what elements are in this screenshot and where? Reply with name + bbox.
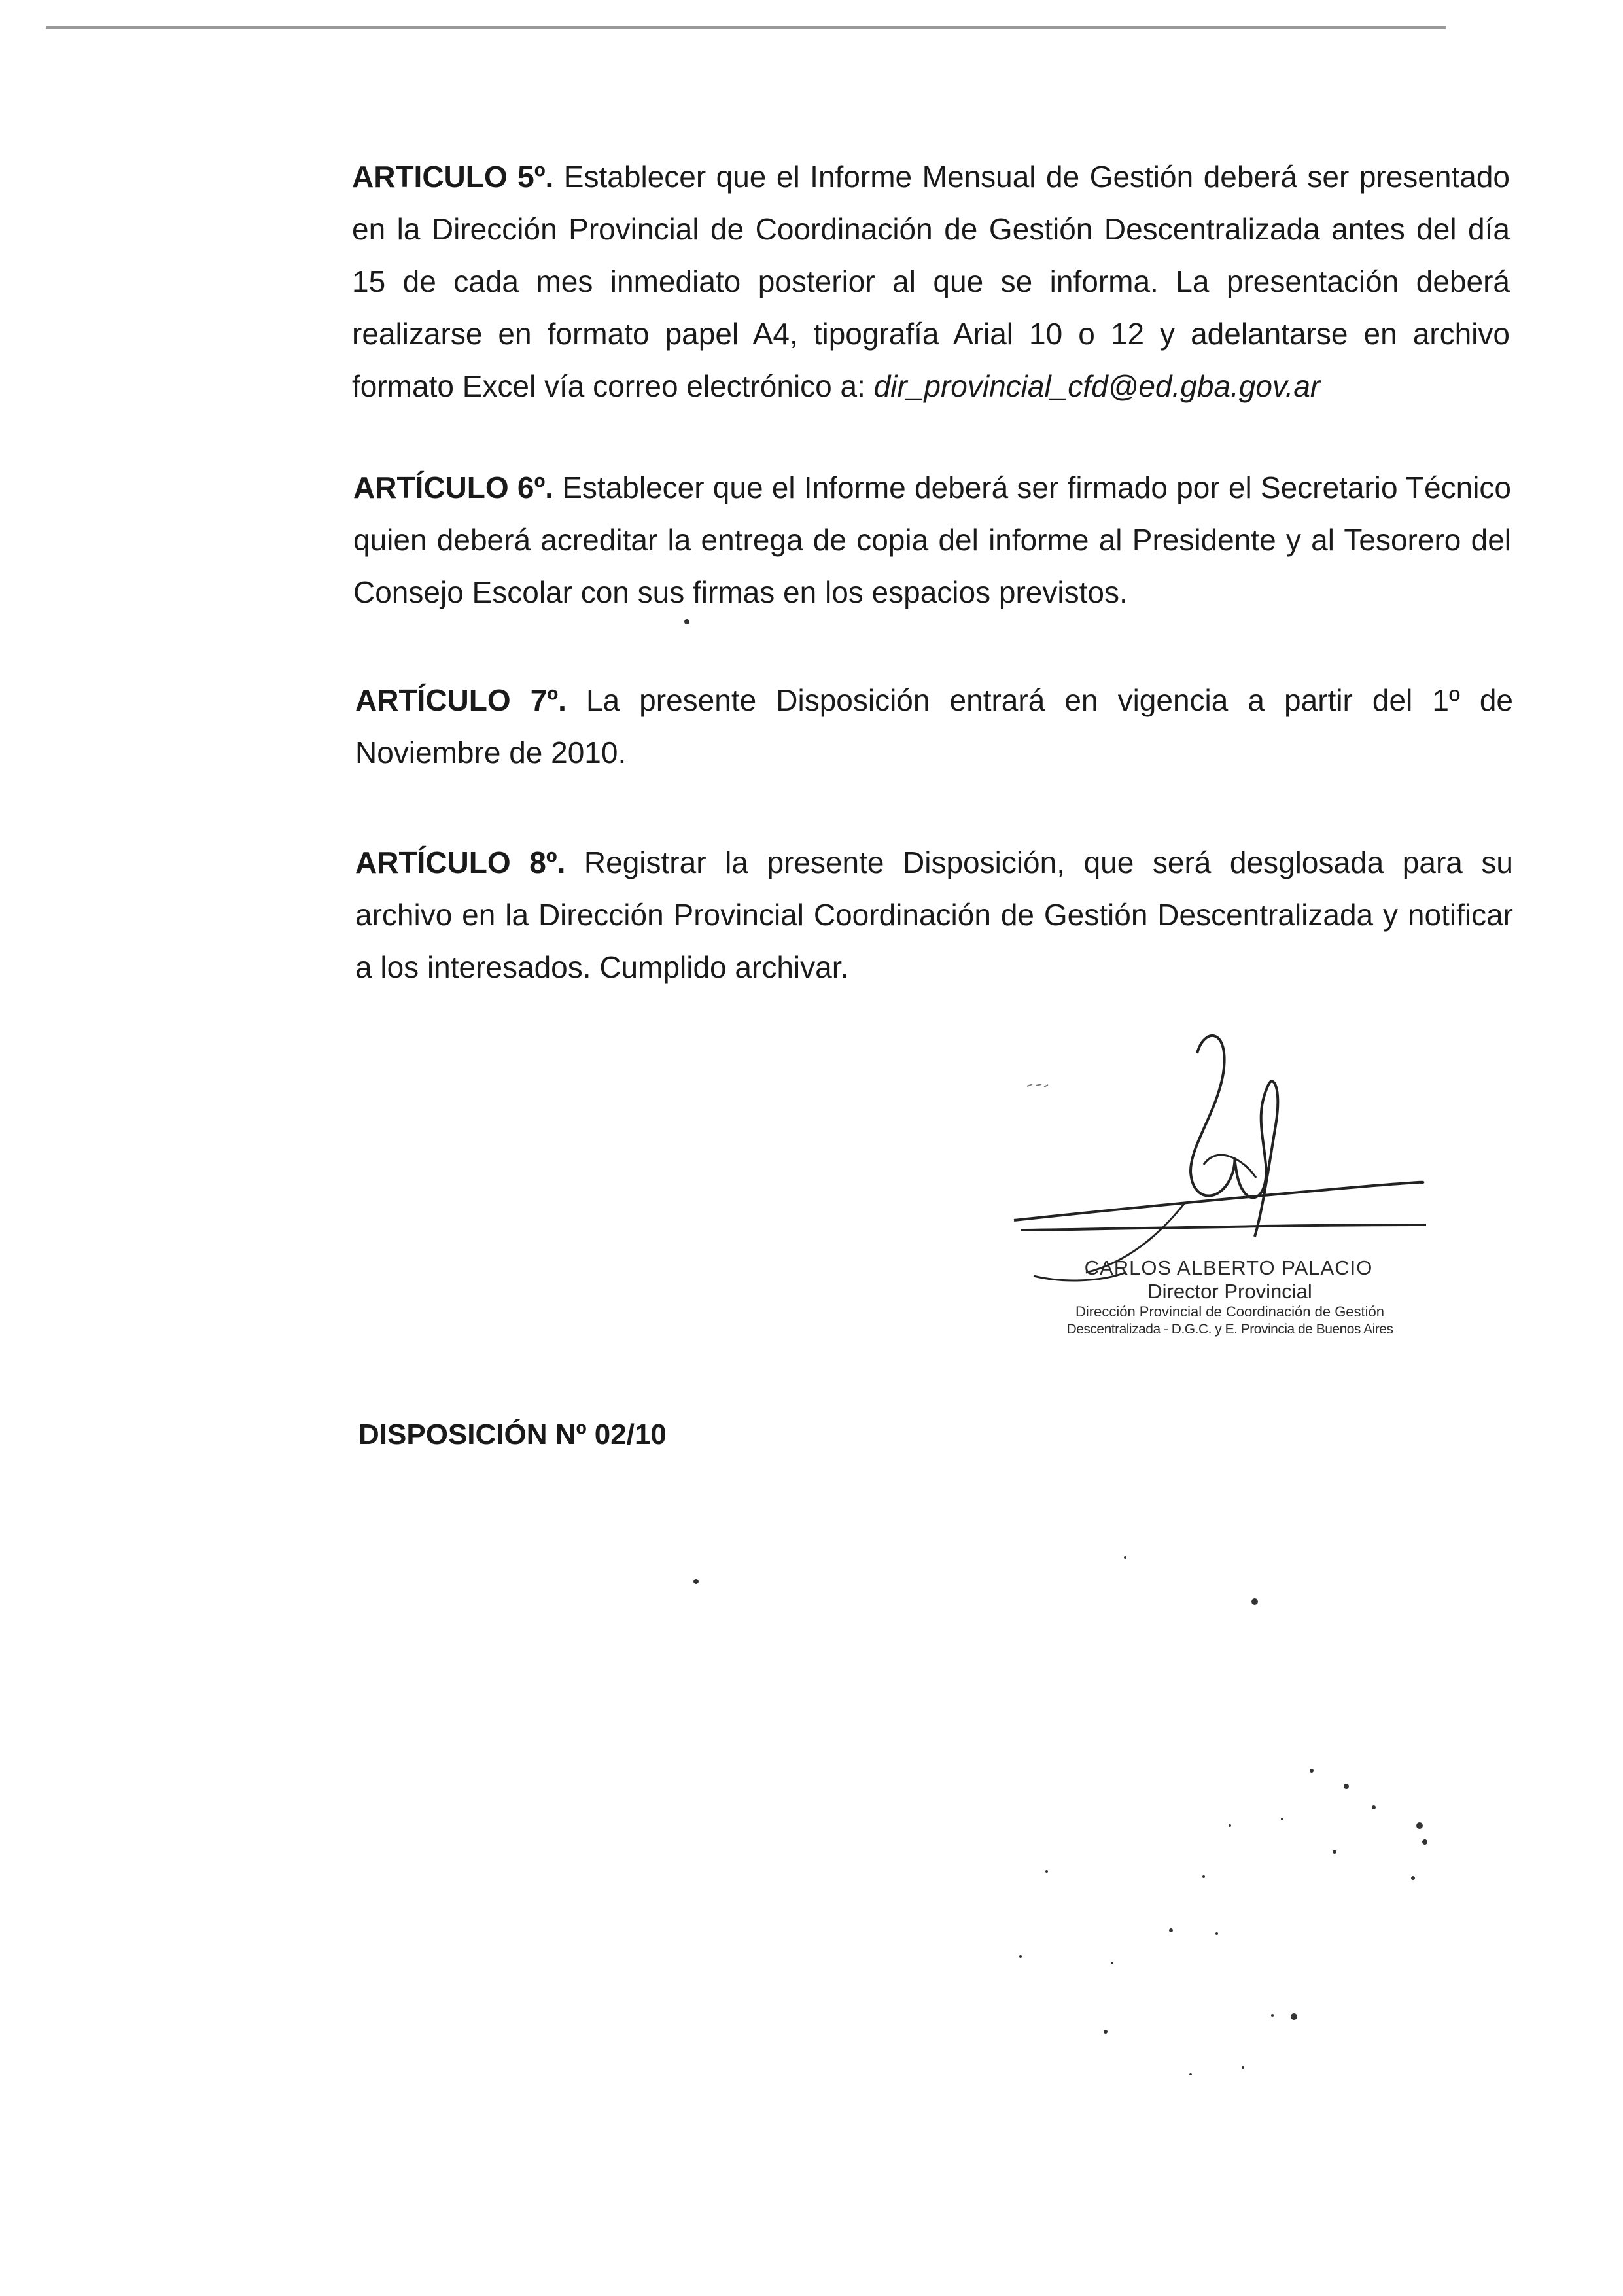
signatory-office-line-2: Descentralizada - D.G.C. y E. Provincia de Buenos Aires bbox=[1066, 1322, 1393, 1337]
article-7-text: La presente Disposición entrará en vigencia a partir del 1º de Noviembre de 2010. bbox=[355, 683, 1513, 769]
article-5-text: Establecer que el Informe Mensual de Gestión deberá ser presentado en la Dirección Provincial de Coordinación de Gestión Descentralizada antes del día 15 de cada mes inmediato posterior al que se informa. La presentación deberá realizarse en formato papel A4, tipografía Arial 10 o 12 y adelantarse en archivo formato Excel vía correo electrónico a: bbox=[352, 160, 1510, 403]
article-5-email: dir_provincial_cfd@ed.gba.gov.ar bbox=[873, 369, 1321, 403]
article-8-text: Registrar la presente Disposición, que será desglosada para su archivo en la Dirección Provincial Coordinación de Gestión Descentralizada y notificar a los interesados. Cumplido archivar. bbox=[355, 845, 1513, 984]
article-8-heading: ARTÍCULO 8º. bbox=[355, 845, 566, 879]
signatory-title: Director Provincial bbox=[1147, 1280, 1312, 1303]
article-6-text: Establecer que el Informe deberá ser firmado por el Secretario Técnico quien deberá acreditar la entrega de copia del informe al Presidente y al Tesorero del Consejo Escolar con sus firmas en los espacios previstos. bbox=[353, 470, 1511, 609]
signatory-name: CARLOS ALBERTO PALACIO bbox=[1084, 1256, 1373, 1279]
signatory-office-line-1: Dirección Provincial de Coordinación de Gestión bbox=[1075, 1303, 1385, 1320]
article-7-heading: ARTÍCULO 7º. bbox=[355, 683, 567, 717]
article-5-heading: ARTICULO 5º. bbox=[352, 160, 554, 194]
article-6-heading: ARTÍCULO 6º. bbox=[353, 470, 554, 504]
disposicion-number: DISPOSICIÓN Nº 02/10 bbox=[358, 1419, 667, 1451]
